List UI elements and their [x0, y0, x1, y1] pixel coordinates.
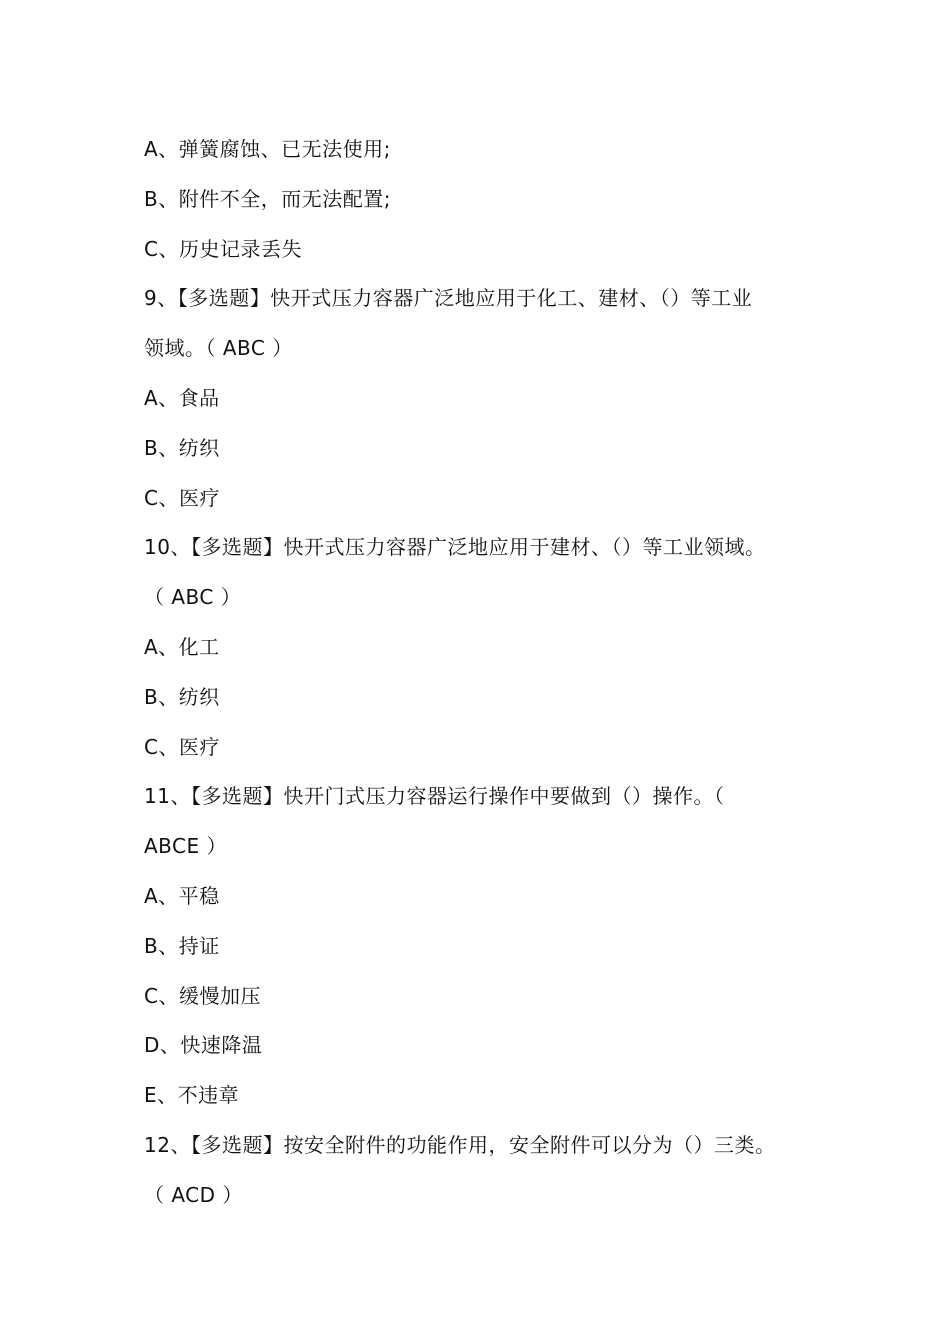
q11-option-e: E、不违章: [144, 1083, 240, 1108]
question-12-answer: （ ACD ）: [144, 1182, 243, 1207]
option-b-line: B、附件不全，而无法配置;: [144, 186, 391, 211]
option-a-line: A、弹簧腐蚀、已无法使用;: [144, 137, 391, 161]
question-10-answer: （ ABC ）: [144, 585, 242, 610]
question-11-text: 11、【多选题】快开门式压力容器运行操作中要做到（）操作。（: [144, 784, 725, 809]
question-9-text: 9、【多选题】快开式压力容器广泛地应用于化工、建材、（）等工业: [144, 286, 753, 311]
q11-option-d: D、快速降温: [144, 1033, 263, 1058]
question-10-text: 10、【多选题】快开式压力容器广泛地应用于建材、（）等工业领域。: [144, 535, 766, 560]
q10-option-b: B、纺织: [144, 684, 220, 709]
q11-option-a: A、平稳: [144, 883, 220, 908]
q11-option-c: C、缓慢加压: [144, 983, 261, 1008]
q10-option-c: C、医疗: [144, 734, 220, 759]
option-c-line: C、历史记录丢失: [144, 236, 302, 261]
question-9-text-cont: 领域。（ ABC ）: [144, 336, 293, 361]
q11-option-b: B、持证: [144, 933, 220, 958]
q9-option-a: A、食品: [144, 385, 220, 410]
question-11-answer: ABCE ）: [144, 834, 228, 859]
q9-option-b: B、纺织: [144, 435, 220, 460]
q9-option-c: C、医疗: [144, 485, 220, 510]
question-text-block: [144, 125, 824, 1221]
q10-option-a: A、化工: [144, 634, 220, 659]
question-12-text: 12、【多选题】按安全附件的功能作用，安全附件可以分为（）三类。: [144, 1132, 776, 1157]
